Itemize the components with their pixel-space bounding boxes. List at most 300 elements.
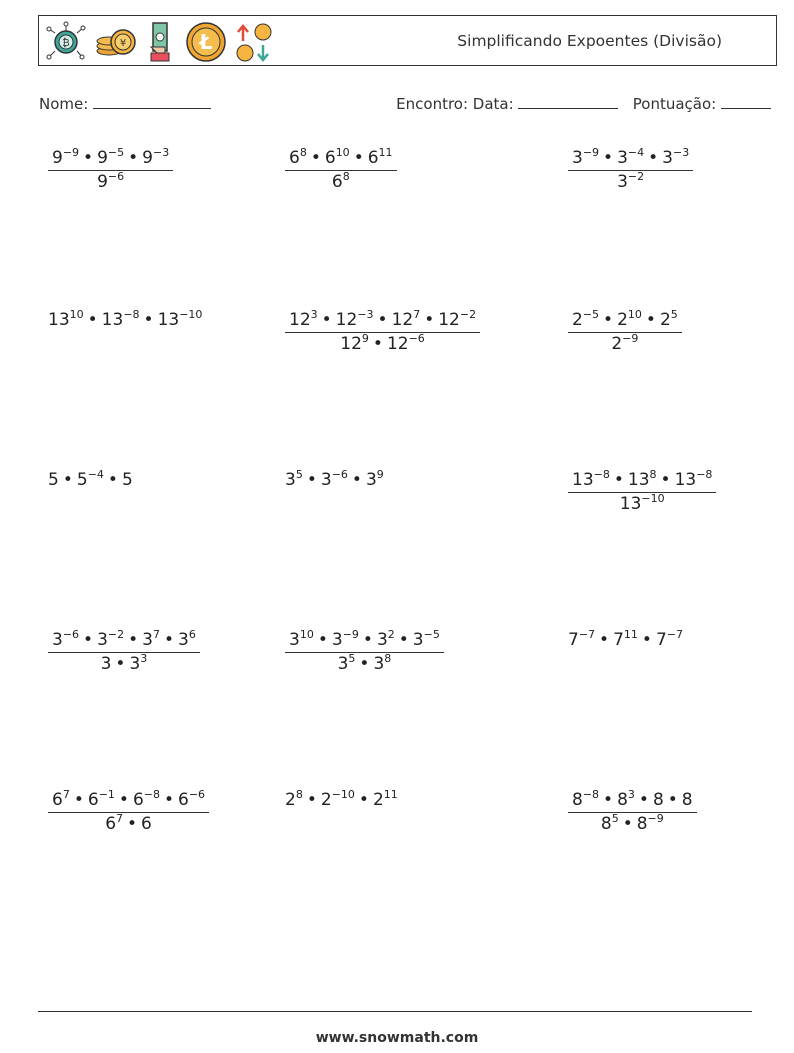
base: 9 <box>142 148 153 168</box>
power-term <box>373 654 391 674</box>
base: 5 <box>48 470 59 490</box>
power-term <box>617 172 644 192</box>
base: 3 <box>331 630 343 650</box>
power-term <box>340 334 369 354</box>
base: 6 <box>178 790 189 810</box>
multiply-dot: • <box>143 310 154 330</box>
power-term <box>97 172 124 192</box>
multiply-dot: • <box>358 790 369 810</box>
multiply-dot: • <box>667 790 678 810</box>
power-term <box>285 790 303 810</box>
power-term <box>338 654 356 674</box>
svg-text:Ł: Ł <box>199 30 213 54</box>
power-term <box>611 334 638 354</box>
power-term <box>572 790 599 810</box>
exponent: −8 <box>143 788 160 801</box>
problem-10 <box>48 628 200 674</box>
multiply-dot: • <box>599 630 610 650</box>
exponent: 3 <box>310 308 318 321</box>
power-term <box>332 172 350 192</box>
problem-3 <box>568 146 693 192</box>
exponent: 7 <box>152 628 160 641</box>
multiply-dot: • <box>377 310 388 330</box>
exponent: −9 <box>62 146 80 159</box>
multiply-dot: • <box>83 148 94 168</box>
power-term <box>142 148 169 168</box>
power-term <box>289 148 307 168</box>
problem-7 <box>48 468 133 490</box>
multiply-dot: • <box>603 790 614 810</box>
date-score-fields <box>396 94 771 113</box>
multiply-dot: • <box>306 470 317 490</box>
multiply-dot: • <box>648 148 659 168</box>
base: 3 <box>373 654 385 674</box>
base: 2 <box>659 310 671 330</box>
base: 6 <box>331 172 343 192</box>
base: 3 <box>100 654 112 674</box>
power-term <box>122 470 133 490</box>
base: 5 <box>76 470 88 490</box>
exponent: 10 <box>299 628 314 641</box>
base: 6 <box>87 790 99 810</box>
power-term <box>133 790 160 810</box>
base: 12 <box>386 334 409 354</box>
exponent: −3 <box>152 146 170 159</box>
footer-url: www.snowmath.com <box>315 1030 479 1046</box>
exponent: −3 <box>357 308 374 321</box>
power-term <box>392 310 421 330</box>
base: 5 <box>121 470 133 490</box>
multiply-dot: • <box>317 630 328 650</box>
base: 6 <box>105 814 117 834</box>
exponent: 10 <box>627 308 642 321</box>
multiply-dot: • <box>372 334 383 354</box>
problem-5 <box>285 308 480 354</box>
power-term <box>682 790 693 810</box>
base: 13 <box>627 470 650 490</box>
base: 3 <box>142 630 153 650</box>
exponent: −8 <box>123 308 140 321</box>
power-term <box>572 470 610 490</box>
base: 3 <box>365 470 377 490</box>
exponent: 5 <box>611 812 619 825</box>
score-label: Pontuação: <box>632 95 717 113</box>
base: 6 <box>132 790 144 810</box>
exponent: 5 <box>348 652 356 665</box>
multiply-dot: • <box>353 148 364 168</box>
power-term <box>158 310 203 330</box>
worksheet-title: Simplificando Expoentes (Divisão) <box>457 32 722 50</box>
base: 6 <box>324 148 336 168</box>
multiply-dot: • <box>115 654 126 674</box>
denominator <box>568 171 693 191</box>
power-term <box>572 148 599 168</box>
base: 2 <box>320 790 332 810</box>
numerator <box>48 628 200 653</box>
power-term <box>660 310 678 330</box>
exponent: 5 <box>295 468 303 481</box>
base: 3 <box>178 630 189 650</box>
power-term <box>336 310 374 330</box>
problem-6 <box>568 308 682 354</box>
numerator <box>48 788 209 813</box>
fraction <box>285 308 480 354</box>
problem-1 <box>48 146 173 192</box>
exponent: −8 <box>582 788 600 801</box>
exchange-arrows-icon <box>235 21 275 63</box>
exponent: −2 <box>107 628 125 641</box>
fraction <box>568 308 682 354</box>
exponent: 9 <box>361 332 369 345</box>
multiply-dot: • <box>73 790 84 810</box>
power-term <box>572 310 599 330</box>
svg-text:₿: ₿ <box>62 38 70 49</box>
base: 6 <box>52 790 63 810</box>
power-term <box>105 814 123 834</box>
svg-text:¥: ¥ <box>119 38 127 49</box>
fraction <box>568 146 693 192</box>
multiply-dot: • <box>83 630 94 650</box>
fraction <box>285 146 397 192</box>
numerator <box>285 628 444 653</box>
problem-8 <box>285 468 384 490</box>
multiply-dot: • <box>359 654 370 674</box>
numerator <box>568 308 682 333</box>
base: 3 <box>289 630 300 650</box>
power-term <box>77 470 104 490</box>
product-expression <box>285 470 384 490</box>
multiply-dot: • <box>87 310 98 330</box>
base: 2 <box>285 790 296 810</box>
exponent: −1 <box>98 788 115 801</box>
base: 7 <box>655 630 667 650</box>
exponent: 7 <box>62 788 70 801</box>
exponent: 6 <box>188 628 196 641</box>
base: 3 <box>662 148 673 168</box>
base: 3 <box>412 630 424 650</box>
multiply-dot: • <box>613 470 624 490</box>
power-term <box>653 790 664 810</box>
exponent: −9 <box>622 332 639 345</box>
power-term <box>48 310 84 330</box>
base: 9 <box>97 172 108 192</box>
multiply-dot: • <box>127 814 138 834</box>
base: 8 <box>617 790 628 810</box>
header-icons <box>45 21 275 63</box>
base: 2 <box>617 310 628 330</box>
base: 2 <box>611 334 623 354</box>
base: 8 <box>681 790 693 810</box>
exponent: −2 <box>459 308 477 321</box>
denominator <box>285 333 480 353</box>
multiply-dot: • <box>398 630 409 650</box>
exponent: 3 <box>627 788 635 801</box>
base: 12 <box>438 310 460 330</box>
exponent: −8 <box>593 468 610 481</box>
base: 7 <box>613 630 624 650</box>
power-term <box>637 814 664 834</box>
base: 12 <box>289 310 311 330</box>
power-term <box>48 470 59 490</box>
multiply-dot: • <box>163 790 175 810</box>
multiply-dot: • <box>118 790 129 810</box>
power-term <box>675 470 713 490</box>
exponent: −9 <box>647 812 664 825</box>
base: 3 <box>285 470 296 490</box>
litecoin-icon <box>185 21 227 63</box>
base: 7 <box>568 630 579 650</box>
base: 13 <box>157 310 180 330</box>
exponent: 8 <box>295 788 303 801</box>
exponent: −6 <box>62 628 80 641</box>
power-term <box>97 630 124 650</box>
exponent: −6 <box>331 468 348 481</box>
power-term <box>129 654 147 674</box>
exponent: 8 <box>342 170 350 183</box>
product-expression <box>48 470 133 490</box>
denominator <box>285 653 444 673</box>
base: 12 <box>340 334 362 354</box>
power-term <box>321 470 348 490</box>
multiply-dot: • <box>62 470 73 490</box>
power-term <box>438 310 476 330</box>
exponent: 10 <box>69 308 84 321</box>
multiply-dot: • <box>128 630 139 650</box>
exponent: 11 <box>623 628 638 641</box>
base: 3 <box>376 630 388 650</box>
exponent: 8 <box>649 468 657 481</box>
exponent: 11 <box>378 146 393 159</box>
base: 9 <box>97 148 108 168</box>
power-term <box>377 630 395 650</box>
power-term <box>628 470 657 490</box>
power-term <box>285 470 303 490</box>
power-term <box>656 630 683 650</box>
power-term <box>413 630 440 650</box>
power-term <box>373 790 398 810</box>
exponent: 10 <box>335 146 350 159</box>
multiply-dot: • <box>306 790 317 810</box>
exponent: −7 <box>578 628 596 641</box>
exponent: 11 <box>383 788 398 801</box>
base: 6 <box>367 148 379 168</box>
base: 12 <box>335 310 358 330</box>
exponent: 8 <box>384 652 392 665</box>
exponent: 3 <box>140 652 148 665</box>
power-term <box>88 790 115 810</box>
denominator <box>48 653 200 673</box>
base: 3 <box>572 148 583 168</box>
denominator <box>48 171 173 191</box>
exponent: −6 <box>107 170 125 183</box>
multiply-dot: • <box>351 470 362 490</box>
multiply-dot: • <box>128 148 139 168</box>
multiply-dot: • <box>321 310 332 330</box>
base: 13 <box>101 310 124 330</box>
power-term <box>332 630 359 650</box>
multiply-dot: • <box>603 310 614 330</box>
fraction <box>48 788 209 834</box>
multiply-dot: • <box>163 630 175 650</box>
student-info-row <box>39 94 771 116</box>
power-term <box>102 310 140 330</box>
multiply-dot: • <box>603 148 614 168</box>
exponent: 2 <box>387 628 395 641</box>
base: 9 <box>52 148 63 168</box>
exponent: −8 <box>696 468 713 481</box>
power-term <box>620 494 665 514</box>
power-term <box>141 814 152 834</box>
exponent: −5 <box>582 308 600 321</box>
power-term <box>178 630 196 650</box>
exponent: −9 <box>582 146 600 159</box>
power-term <box>178 790 205 810</box>
multiply-dot: • <box>362 630 373 650</box>
power-term <box>52 630 79 650</box>
name-field[interactable] <box>39 94 211 113</box>
power-term <box>321 790 355 810</box>
exponent: −9 <box>342 628 359 641</box>
score-blank[interactable] <box>721 94 771 109</box>
problem-4 <box>48 308 203 330</box>
multiply-dot: • <box>641 630 652 650</box>
multiply-dot: • <box>107 470 118 490</box>
base: 8 <box>600 814 612 834</box>
base: 8 <box>572 790 583 810</box>
bitcoin-network-icon <box>45 21 87 63</box>
numerator <box>48 146 173 171</box>
power-term <box>366 470 384 490</box>
numerator <box>285 146 397 171</box>
product-expression <box>568 630 683 650</box>
product-expression <box>285 790 398 810</box>
fraction <box>48 628 200 674</box>
exponent: −10 <box>331 788 355 801</box>
base: 13 <box>572 470 594 490</box>
coin-stack-icon <box>95 21 137 63</box>
base: 2 <box>372 790 384 810</box>
power-term <box>289 630 314 650</box>
multiply-dot: • <box>638 790 649 810</box>
product-expression <box>48 310 202 330</box>
exponent: 9 <box>376 468 384 481</box>
fraction <box>48 146 173 192</box>
power-term <box>101 654 112 674</box>
power-term <box>613 630 638 650</box>
footer-divider <box>38 1011 752 1012</box>
numerator <box>568 468 716 493</box>
base: 3 <box>617 172 628 192</box>
base: 6 <box>141 814 152 834</box>
exponent: −5 <box>107 146 125 159</box>
multiply-dot: • <box>622 814 633 834</box>
denominator <box>285 171 397 191</box>
banknote-hand-icon <box>145 21 177 63</box>
exponent: −6 <box>188 788 206 801</box>
fraction <box>285 628 444 674</box>
base: 13 <box>48 310 70 330</box>
base: 12 <box>391 310 414 330</box>
problem-11 <box>285 628 444 674</box>
exponent: 7 <box>116 812 124 825</box>
base: 3 <box>617 148 628 168</box>
power-term <box>325 148 350 168</box>
exponent: 5 <box>670 308 678 321</box>
denominator <box>48 813 209 833</box>
denominator <box>568 493 716 513</box>
power-term <box>52 148 79 168</box>
base: 3 <box>320 470 332 490</box>
power-term <box>289 310 318 330</box>
problem-2 <box>285 146 397 192</box>
meeting-date-label: Encontro: Data: <box>396 95 514 113</box>
base: 3 <box>337 654 349 674</box>
exponent: −2 <box>627 170 645 183</box>
problem-15 <box>568 788 697 834</box>
power-term <box>662 148 689 168</box>
base: 8 <box>652 790 664 810</box>
exponent: −3 <box>672 146 690 159</box>
base: 6 <box>289 148 300 168</box>
power-term <box>617 310 642 330</box>
exponent: −4 <box>87 468 104 481</box>
power-term <box>52 790 70 810</box>
multiply-dot: • <box>424 310 435 330</box>
exponent: −10 <box>641 492 665 505</box>
worksheet-header <box>38 15 777 66</box>
name-blank[interactable] <box>93 94 211 109</box>
numerator <box>568 146 693 171</box>
numerator <box>568 788 697 813</box>
power-term <box>601 814 619 834</box>
fraction <box>568 788 697 834</box>
power-term <box>387 334 425 354</box>
fraction <box>568 468 716 514</box>
base: 2 <box>572 310 583 330</box>
exponent: −4 <box>627 146 645 159</box>
problem-9 <box>568 468 716 514</box>
exponent: −10 <box>179 308 203 321</box>
denominator <box>568 813 697 833</box>
base: 13 <box>619 494 642 514</box>
name-label: Nome: <box>39 95 89 113</box>
base: 8 <box>636 814 648 834</box>
multiply-dot: • <box>660 470 671 490</box>
numerator <box>285 308 480 333</box>
power-term <box>142 630 160 650</box>
base: 13 <box>674 470 697 490</box>
power-term <box>368 148 393 168</box>
exponent: −5 <box>423 628 440 641</box>
multiply-dot: • <box>310 148 321 168</box>
power-term <box>97 148 124 168</box>
base: 3 <box>52 630 63 650</box>
power-term <box>617 148 644 168</box>
problem-14 <box>285 788 398 810</box>
exponent: 7 <box>413 308 421 321</box>
denominator <box>568 333 682 353</box>
base: 3 <box>97 630 108 650</box>
base: 3 <box>129 654 141 674</box>
multiply-dot: • <box>645 310 656 330</box>
exponent: −6 <box>408 332 425 345</box>
power-term <box>617 790 635 810</box>
problem-13 <box>48 788 209 834</box>
problem-12 <box>568 628 683 650</box>
date-blank[interactable] <box>518 94 618 109</box>
exponent: −7 <box>666 628 683 641</box>
exponent: 8 <box>299 146 307 159</box>
